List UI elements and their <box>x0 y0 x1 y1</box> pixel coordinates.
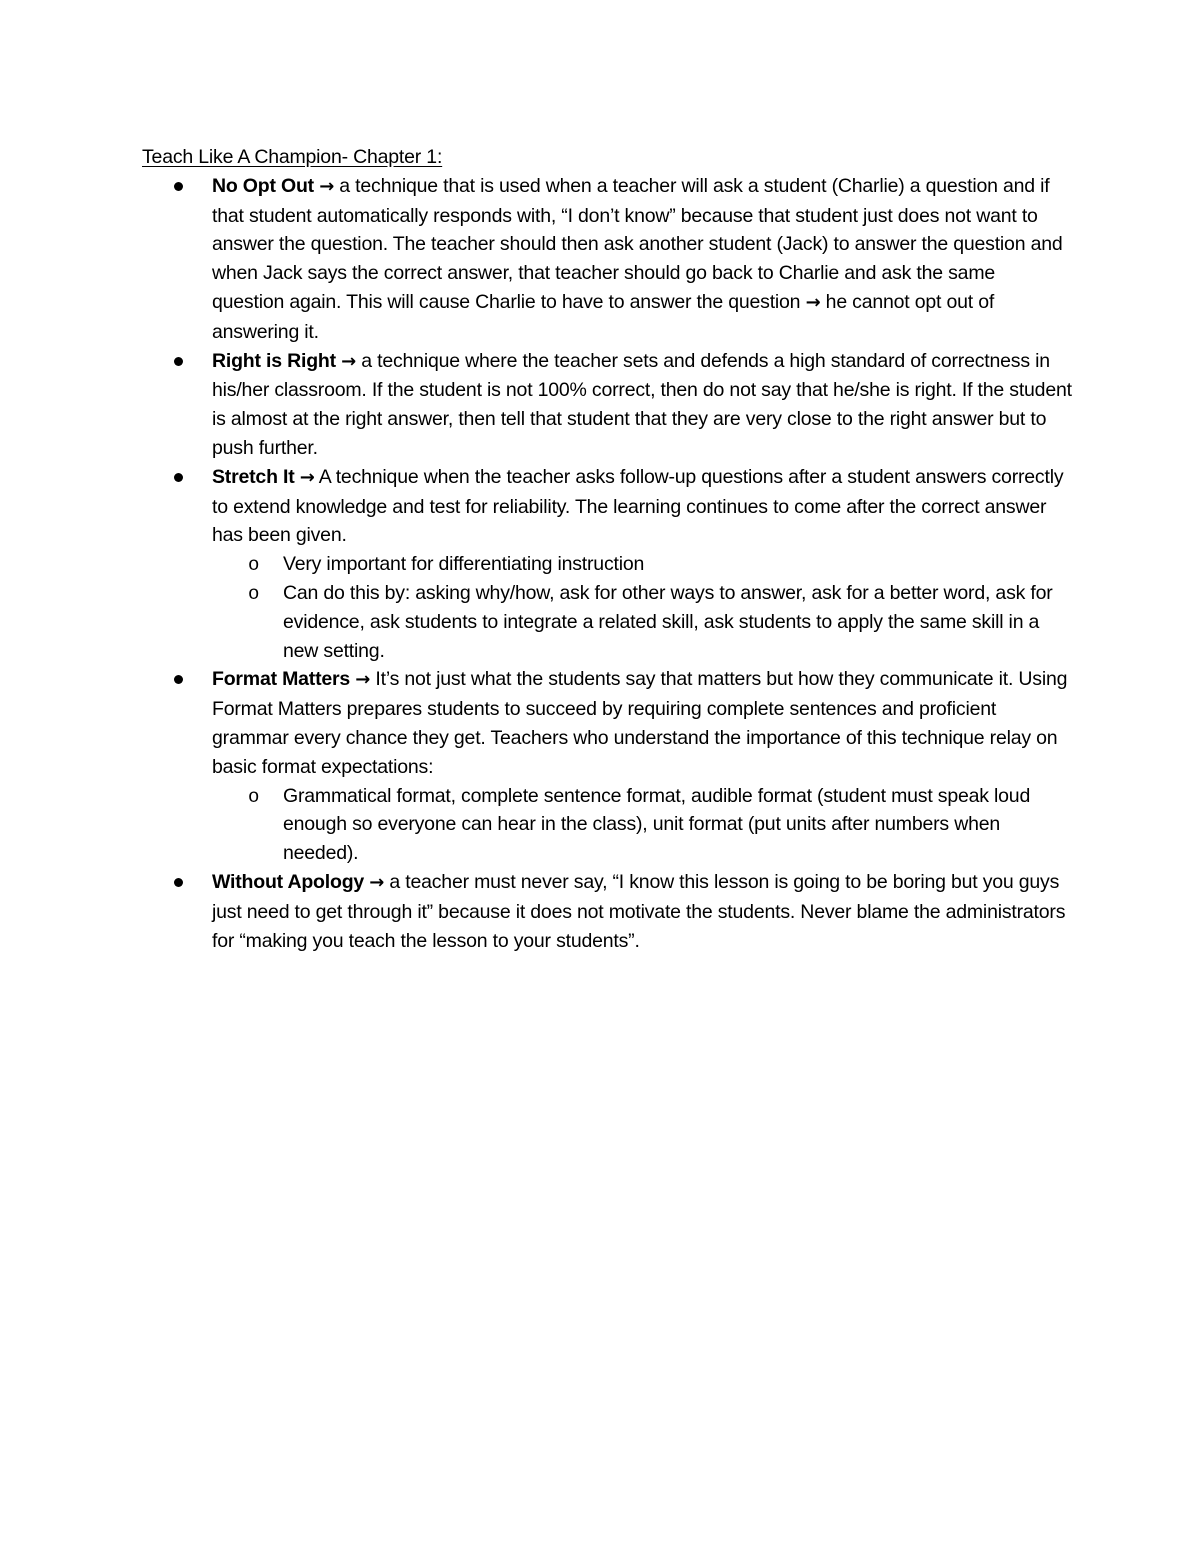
list-item-no-opt-out <box>142 172 1072 347</box>
description-text: a technique that is used when a teacher will ask a student (Charlie) a question and if that student automatically responds with, “I don’t know” because that student just does not want to answer the question. The teacher should then ask another student (Jack) to answer the question and when Jack says the correct answer, that teacher should go back to Charlie and ask the same question again. This will cause Charlie to have to answer the question <box>212 174 1063 313</box>
sub-item-text: Grammatical format, complete sentence format, audible format (student must speak loud enough so everyone can hear in the class), unit format (put units after numbers when needed). <box>283 784 1031 865</box>
term-without-apology: Without Apology <box>212 870 365 893</box>
list-item-stretch-it <box>142 463 1072 666</box>
bullet-icon <box>174 878 183 887</box>
circle-bullet-icon: o <box>248 554 260 577</box>
description-text: A technique when the teacher asks follow-up questions after a student answers correctly to extend knowledge and test for reliability. The learning continues to come after the correct answer has been given. <box>212 465 1064 547</box>
arrow-right-icon: → <box>299 466 315 488</box>
arrow-right-icon: → <box>319 175 335 197</box>
technique-list <box>142 172 1072 956</box>
list-item-format-matters <box>142 665 1072 868</box>
document-body <box>142 143 1072 955</box>
sub-list <box>212 782 1072 868</box>
arrow-right-icon: → <box>805 291 821 313</box>
list-item-right-is-right <box>142 347 1072 463</box>
arrow-right-icon: → <box>341 350 357 372</box>
term-no-opt-out: No Opt Out <box>212 174 314 197</box>
bullet-icon <box>174 357 183 366</box>
circle-bullet-icon: o <box>248 785 260 808</box>
arrow-right-icon: → <box>355 669 371 691</box>
bullet-icon <box>174 473 183 482</box>
list-item-without-apology <box>142 868 1072 955</box>
bullet-icon <box>174 675 183 684</box>
sub-list-item <box>212 550 1072 579</box>
sub-item-text: Can do this by: asking why/how, ask for other ways to answer, ask for a better word, ask for evidence, ask students to integrate a related skill, ask students to apply the same skill in a new setting. <box>283 581 1053 662</box>
description-text: a teacher must never say, “I know this lesson is going to be boring but you guys just need to get through it” because it does not motivate the students. Never blame the administrators for “making you teach the lesson to your students”. <box>212 870 1066 952</box>
term-right-is-right: Right is Right <box>212 349 336 372</box>
sub-list-item <box>212 782 1072 868</box>
term-stretch-it: Stretch It <box>212 465 295 488</box>
description-text: a technique where the teacher sets and defends a high standard of correctness in his/her classroom. If the student is not 100% correct, then do not say that he/she is right. If the student is almost at the right answer, then tell that student that they are very close to the right answer but to push further. <box>212 349 1072 459</box>
bullet-icon <box>174 182 183 191</box>
sub-item-text: Very important for differentiating instruction <box>283 553 645 576</box>
sub-list <box>212 550 1072 665</box>
arrow-right-icon: → <box>369 871 385 893</box>
description-text: he cannot opt out of answering it. <box>212 290 995 343</box>
term-format-matters: Format Matters <box>212 668 351 691</box>
description-text: It’s not just what the students say that matters but how they communicate it. Using Format Matters prepares students to succeed by requiring complete sentences and proficient grammar every chance they get. Teachers who understand the importance of this technique relay on basic format expectations: <box>212 668 1068 778</box>
sub-list-item <box>212 579 1072 665</box>
document-title: Teach Like A Champion- Chapter 1: <box>142 146 443 168</box>
circle-bullet-icon: o <box>248 582 260 605</box>
